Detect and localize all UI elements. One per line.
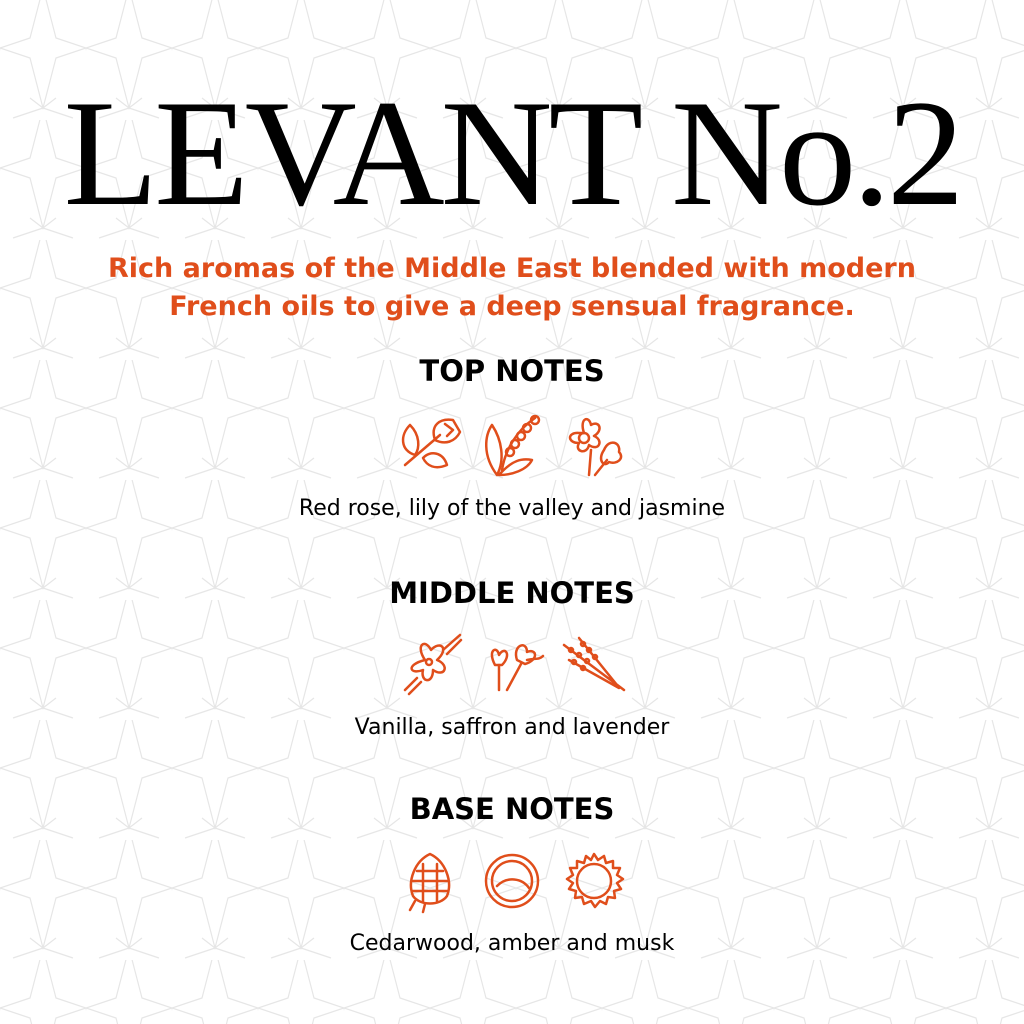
top-notes-icons [0,410,1024,480]
base-notes-heading: BASE NOTES [409,792,615,826]
rose-icon [395,410,465,480]
top-notes-heading: TOP NOTES [419,354,605,388]
tagline [0,250,1024,326]
jasmine-icon [559,410,629,480]
cedar-cone-icon [395,846,465,916]
middle-notes-description: Vanilla, saffron and lavender [354,715,670,740]
musk-icon [559,846,629,916]
tagline-line-2: French oils to give a deep sensual fragrance. [169,291,855,322]
lily-of-the-valley-icon [477,410,547,480]
middle-notes-icons [0,630,1024,700]
base-notes-description: Cedarwood, amber and musk [349,931,675,956]
tagline-line-1: Rich aromas of the Middle East blended with modern [108,253,916,284]
amber-icon [477,846,547,916]
vanilla-icon [395,630,465,700]
middle-notes-heading: MIDDLE NOTES [389,576,635,610]
product-title: LEVANT No.2 [63,69,961,237]
base-notes-icons [0,846,1024,916]
saffron-icon [477,630,547,700]
top-notes-description: Red rose, lily of the valley and jasmine [298,496,726,521]
lavender-icon [559,630,629,700]
